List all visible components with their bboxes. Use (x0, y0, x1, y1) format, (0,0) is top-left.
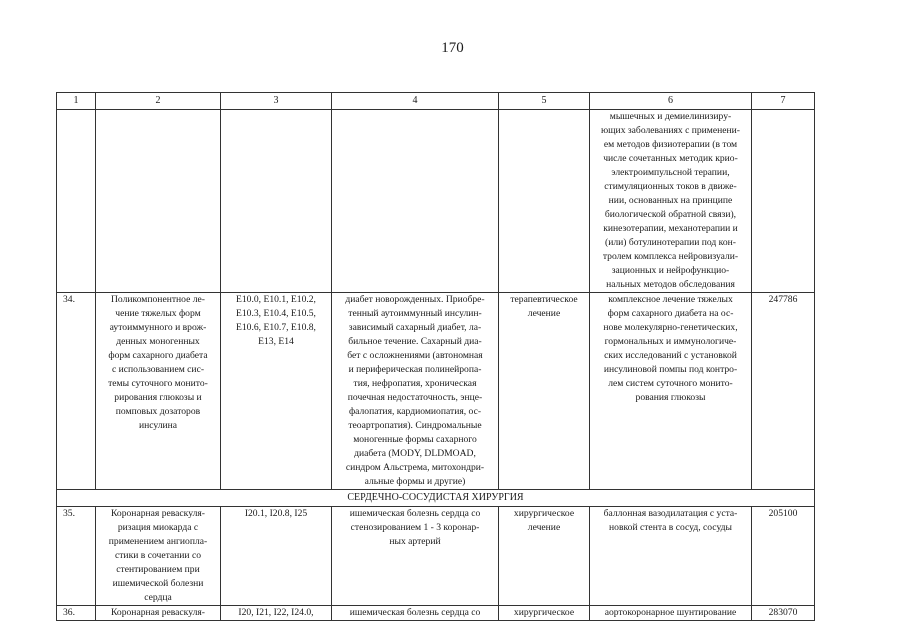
row-number: 34. (57, 293, 96, 490)
header-col-2: 2 (96, 93, 221, 110)
treatment-type: хирургическое (499, 606, 590, 621)
diagnosis: ишемическая болезнь сердца со (332, 606, 499, 621)
treatment-type: хирургическое лечение (499, 507, 590, 606)
cost: 247786 (752, 293, 815, 490)
continuation-col-1 (57, 110, 96, 293)
header-col-1: 1 (57, 93, 96, 110)
treatment-method: баллонная вазодилатация с уста- новкой стента в сосуд, сосуды (590, 507, 752, 606)
icd-codes: I20.1, I20.8, I25 (221, 507, 332, 606)
continuation-col-5 (499, 110, 590, 293)
page-number: 170 (441, 40, 464, 56)
care-type-name: Поликомпонентное ле- чение тяжелых форм аутоиммунного и врож- денных моногенных форм сахарного диабета с использованием сис- темы суточного монито- рирования глюкозы и помповых дозаторов инсулина (96, 293, 221, 490)
cost: 205100 (752, 507, 815, 606)
icd-codes: E10.0, E10.1, E10.2, E10.3, E10.4, E10.5, E10.6, E10.7, E10.8, E13, E14 (221, 293, 332, 490)
row-number: 36. (57, 606, 96, 621)
header-col-3: 3 (221, 93, 332, 110)
continuation-col-4 (332, 110, 499, 293)
continuation-col-2 (96, 110, 221, 293)
diagnosis: ишемическая болезнь сердца со стенозированием 1 - 3 коронар- ных артерий (332, 507, 499, 606)
header-row (57, 93, 815, 110)
care-type-name: Коронарная реваскуля- (96, 606, 221, 621)
continuation-col-3 (221, 110, 332, 293)
header-col-4: 4 (332, 93, 499, 110)
table-row-35 (57, 507, 815, 606)
continuation-col-7 (752, 110, 815, 293)
header-col-6: 6 (590, 93, 752, 110)
care-type-name: Коронарная реваскуля- ризация миокарда с применением ангиопла- стики в сочетании со стентированием при ишемической болезни сердца (96, 507, 221, 606)
medical-care-table (56, 92, 815, 621)
icd-codes: I20, I21, I22, I24.0, (221, 606, 332, 621)
treatment-type: терапевтическое лечение (499, 293, 590, 490)
row-number: 35. (57, 507, 96, 606)
treatment-method: аортокоронарное шунтирование (590, 606, 752, 621)
section-row (57, 490, 815, 507)
table-row-continuation (57, 110, 815, 293)
table-row-36 (57, 606, 815, 621)
section-title: СЕРДЕЧНО-СОСУДИСТАЯ ХИРУРГИЯ (57, 490, 815, 507)
diagnosis: диабет новорожденных. Приобре- тенный аутоиммунный инсулин- зависимый сахарный диабет, ла- бильное течение. Сахарный диа- бет с осложнениями (автономная и периферическая полинейропа- тия, нефропатия, хроническая почечная недостаточность, энце- фалопатия, кардиомиопатия, ос- теоартропатия). Синдромальные моногенные формы сахарного диабета (MODY, DLDMOAD, синдром Альстрема, митохондри- альные формы и другие) (332, 293, 499, 490)
continuation-method: мышечных и демиелинизиру- ющих заболеваниях с применени- ем методов физиотерапии (в том числе сочетанных методик крио- электроимпульсной терапии, стимуляционных токов в движе- нии, основанных на принципе биологической обратной связи), кинезотерапии, механотерапии и (или) ботулинотерапии под кон- тролем комплекса нейровизуали- зационных и нейрофункцио- нальных методов обследования (590, 110, 752, 293)
header-col-7: 7 (752, 93, 815, 110)
cost: 283070 (752, 606, 815, 621)
table-row-34 (57, 293, 815, 490)
treatment-method: комплексное лечение тяжелых форм сахарного диабета на ос- нове молекулярно-генетических, гормональных и иммунологиче- ских исследований с установкой инсулиновой помпы под контро- лем систем суточного монито- рования глюкозы (590, 293, 752, 490)
header-col-5: 5 (499, 93, 590, 110)
